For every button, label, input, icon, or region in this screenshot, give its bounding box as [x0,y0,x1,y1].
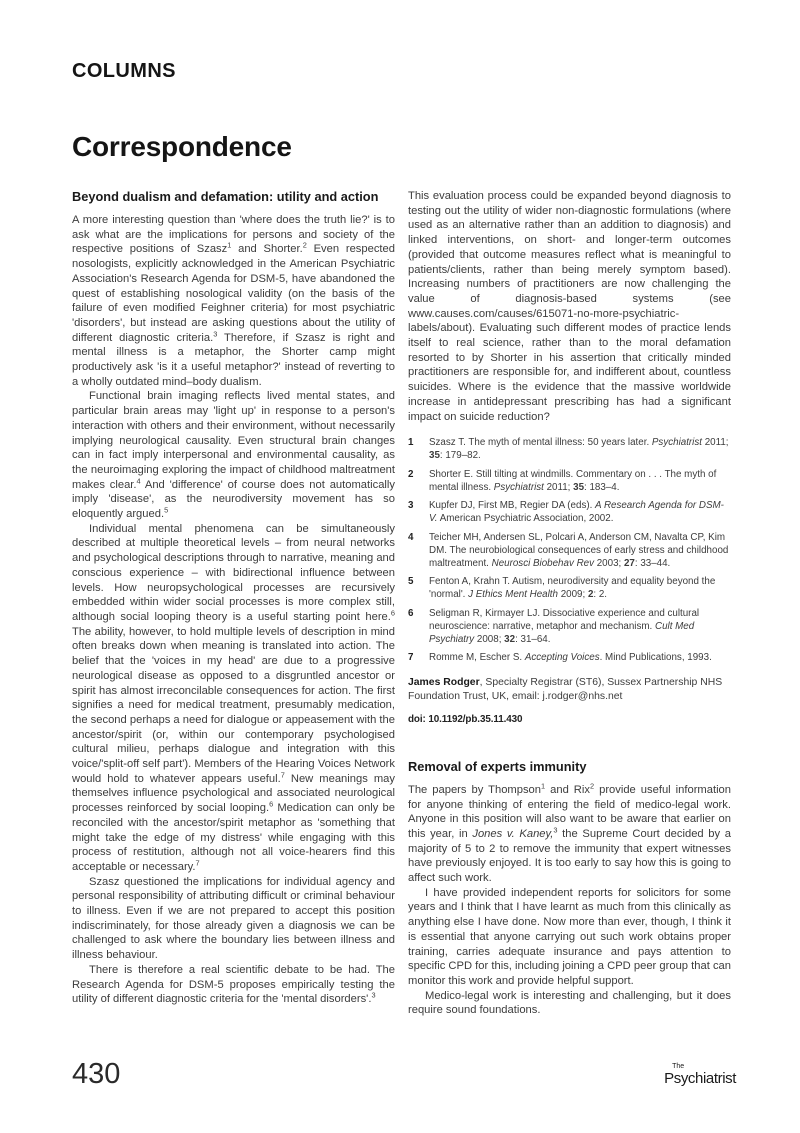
page-title: Correspondence [72,131,292,162]
doi-line: doi: 10.1192/pb.35.11.430 [408,713,523,725]
reference-item [408,437,731,463]
reference-number: 6 [408,608,414,620]
letter2-paragraph-1: The papers by Thompson$^1$ and Rix$^2$ provide useful information for anyone thinking of entering the field of medico-legal work. Anyone in this position will also want to be aware that earlier on this year, in Jones v. Kaney,$^3$ the Supreme Court decided by a majority of 5 to 2 to remove the immunity that expert witnesses have previously enjoyed. It is too early to say how this is going to affect such work. [408,781,732,885]
journal-logo-the: The [672,1063,685,1070]
reference-text: Seligman R, Kirmayer LJ. Dissociative experience and cultural neuroscience: narrative, metaphor and mechanism. Cult Med Psychiatry 2008; 32: 31–64. [429,608,700,645]
page-number: 430 [72,1058,121,1090]
reference-number: 1 [408,437,414,449]
reference-number: 5 [408,576,414,588]
reference-text: Kupfer DJ, First MB, Regier DA (eds). A Research Agenda for DSM-V. American Psychiatric Association, 2002. [429,500,724,525]
journal-logo [664,1063,736,1087]
letter1-paragraph-1: A more interesting question than 'where does the truth lie?' is to ask what are the implications for persons and society of the respective positions of Szasz$^1$ and Shorter.$^2$ Even respected nosologists, explicitly acknowledged in the American Psychiatric Association's Research Agenda for DSM-5, have abandoned the quest of establishing nosological validity (on the basis of the failure of even modified Feighner criteria) for most psychiatric 'disorders', but instead are asking questions about the utility of different diagnostic criteria.$^3$ Therefore, if Szasz is right and mental illness is a metaphor, the Shorter camp might productively ask 'is it a useful metaphor?' instead of reverting to a wholly outdated mind–body dualism. [72,214,395,388]
letter2-paragraph-3: Medico-legal work is interesting and challenging, but it does require sound foundations. [408,989,731,1017]
left-column [72,189,395,1018]
section-kicker: COLUMNS [72,60,176,82]
reference-item [408,652,731,665]
reference-text: Teicher MH, Andersen SL, Polcari A, Anderson CM, Navalta CP, Kim DM. The neurobiological consequences of early stress and childhood maltreatment. Neurosci Biobehav Rev 2003; 27: 33–44. [429,532,729,569]
reference-text: Fenton A, Krahn T. Autism, neurodiversity and equality beyond the 'normal'. J Ethics Ment Health 2009; 2: 2. [429,576,716,601]
journal-logo-name: Psychiatrist [664,1070,736,1087]
reference-number: 7 [408,652,414,664]
reference-number: 4 [408,532,414,544]
reference-text: Romme M, Escher S. Accepting Voices. Mind Publications, 1993. [429,652,712,664]
letter2-paragraph-2: I have provided independent reports for solicitors for some years and I think that I have learnt as much from this clinically as anything else I have done. Now more than ever, though, I think it is essential that anyone carrying out such work obtains proper training, carries adequate insurance and pays attention to specific CPD for this, including joining a CPD peer group that can monitor this work and provide helpful support. [408,886,731,987]
reference-item [408,608,731,646]
reference-number: 2 [408,468,414,480]
letter1-paragraph-3: Individual mental phenomena can be simultaneously described at multiple theoretical levels – from neural networks and psychological descriptions through to narrative, meaning and conscious experience – with bidirectional influence between levels. How neuropsychological processes are recursively embedded within wider social processes is more complex still, although social looping theory is a useful starting point here.$^6$ The ability, however, to hold multiple levels of description in mind often breaks down when meaning is translated into action. The belief that the 'voices in my head' are due to a progressive neurological disease as opposed to a disgruntled ancestor or spirit has almost irreconcilable consequences for action. The first signifies a need for medical treatment, presumably medication, the second perhaps a need for dialogue or appeasement with the ancestor/spirit (or, within our contemporary psychologised cultural milieu, perhaps dialogue and integration with this voice/'split-off self part'). Members of the Hearing Voices Network would hold to whatever appears useful.$^7$ New meanings may themselves influence psychological and associated neurological processes reinforced by social looping.$^6$ Medication can only be reconciled with the ancestor/spirit metaphor as 'something that might take the edge of my distress' while engaging with this process of restitution, although not all voice-hearers find this acceptable or necessary.$^7$ [72,522,395,873]
reference-item [408,500,731,526]
right-column [408,189,731,1018]
reference-text: Shorter E. Still tilting at windmills. Commentary on . . . The myth of mental illness. Psychiatrist 2011; 35: 183–4. [429,468,717,493]
reference-number: 3 [408,500,414,512]
reference-item [408,469,731,495]
reference-item [408,532,731,570]
letter1-heading: Beyond dualism and defamation: utility and action [72,189,379,204]
letter1-paragraph-4: Szasz questioned the implications for individual agency and personal responsibility of attributing difficult or criminal behaviour to illness. Even if we are not prepared to accept this position indiscriminately, for those already given a diagnosis we can be challenged to ask where the boundary lies between illness and illness behaviour. [72,875,395,962]
reference-item [408,576,731,602]
reference-text: Szasz T. The myth of mental illness: 50 years later. Psychiatrist 2011; 35: 179–82. [429,437,729,462]
two-column-layout [72,189,731,1018]
letter1-paragraph-5: There is therefore a real scientific debate to be had. The Research Agenda for DSM-5 proposes empirically testing the utility of different diagnostic criteria for the 'mental disorders'.$^3$ [72,963,395,1006]
letter1-paragraph-2: Functional brain imaging reflects lived mental states, and particular brain areas may 'light up' in response to a person's interaction with others and their environment, without necessarily implying neurological causality. Even structural brain changes can in fact imply interpersonal and environmental causality, as the neuroimaging exploring the impact of childhood maltreatment makes clear.$^4$ And 'difference' of course does not automatically imply 'disease', as the neurodiversity movement has so eloquently argued.$^5$ [72,390,395,521]
references-list [408,437,731,665]
letter2-heading: Removal of experts immunity [408,758,587,774]
letter1-paragraph-6: This evaluation process could be expanded beyond diagnosis to testing out the utility of wider non-diagnostic formulations (where used as an alternative rather than an addition to diagnosis) and linked interventions, on short- and longer-term outcomes (provided that outcome measures reflect what is meaningful to patients/clients, rather than being merely symptom based). Increasing numbers of practitioners are now challenging the value of diagnosis-based systems (see www.causes.com/causes/615071-no-more-psychiatric-labels/about). Evaluating such different modes of practice lends itself to real science, rather than to the moral defamation resorted to by Shorter in his assertion that critically minded practitioners are responsible for, and indifferent about, countless suicides. Where is the evidence that the massive worldwide increase in antidepressant prescribing has had a significant impact on suicide reduction? [408,190,731,423]
author-line: James Rodger, Specialty Registrar (ST6), Sussex Partnership NHS Foundation Trust, UK, email: j.rodger@nhs.net [408,677,723,702]
